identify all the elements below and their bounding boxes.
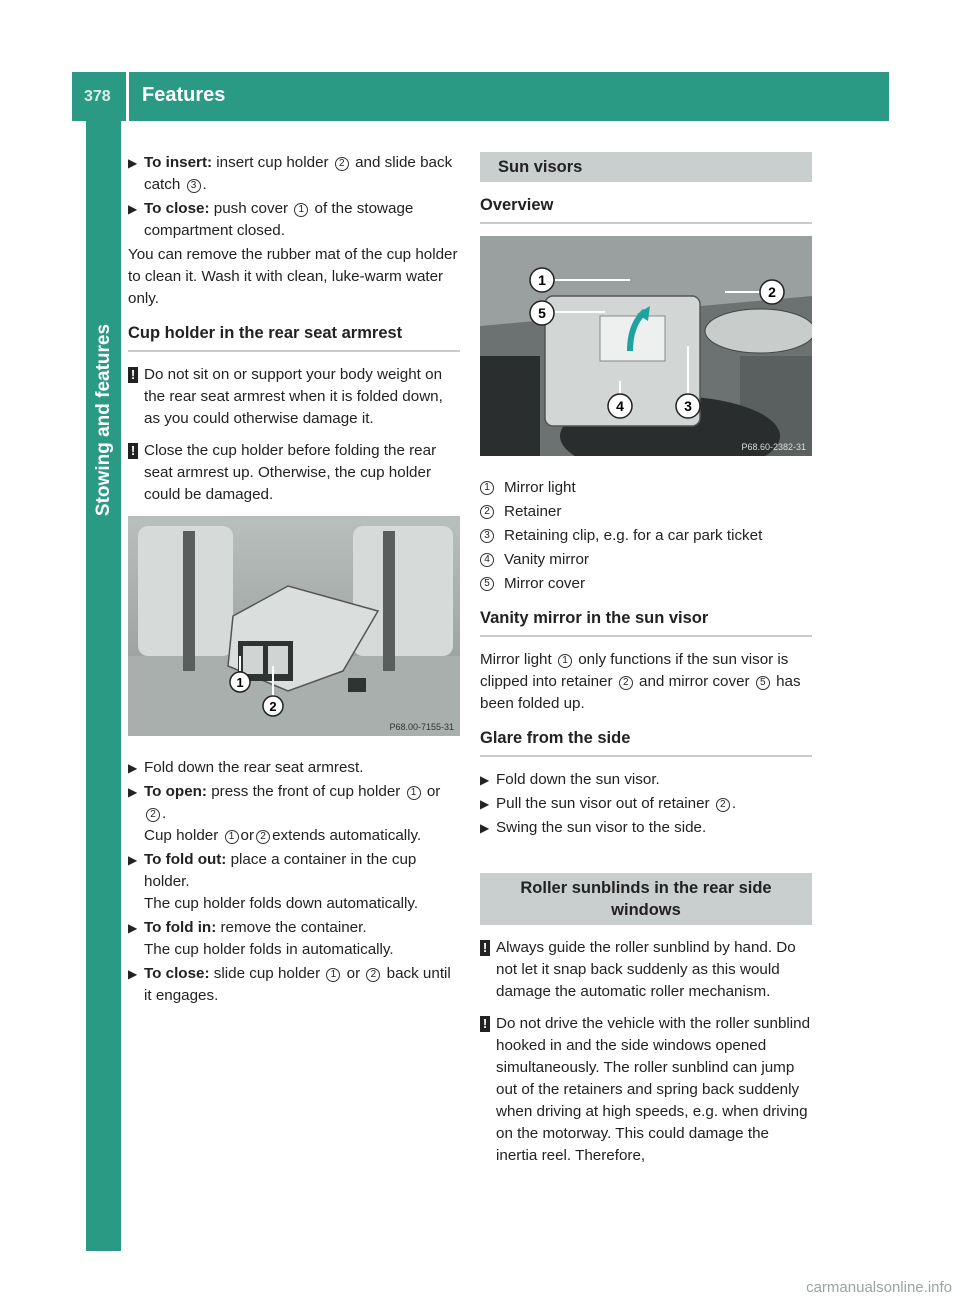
callout-1-icon: 1 [294,203,308,217]
svg-text:1: 1 [538,272,546,288]
left-column [128,152,460,1009]
glare-step: ▶ Fold down the sun visor. [480,769,812,791]
callout-3-icon: 3 [187,179,201,193]
side-tab [86,250,121,590]
step-arrow-icon: ▶ [128,853,138,867]
callout-5-icon: 5 [480,577,494,591]
warning-note: ! Do not drive the vehicle with the roller sunblind hooked in and the side windows opened simultaneously. The roller sunblind can jump out of the retainers and spring back suddenly when driving at high speeds, e.g. when driving on the motorway. This could damage the inertia reel. Therefore, [480,1013,812,1167]
step-insert: ▶ To insert: insert cup holder 2 and slide back catch 3 . [128,154,453,193]
svg-text:5: 5 [538,305,546,321]
callout-2-icon: 2 [716,798,730,812]
header-divider [126,72,129,121]
callout-4-icon: 4 [480,553,494,567]
sun-visor-illustration [480,236,812,456]
legend-item: 3 Retaining clip, e.g. for a car park ticket [480,525,812,547]
step-arrow-icon: ▶ [128,785,138,799]
svg-text:2: 2 [768,284,776,300]
legend-item: 5 Mirror cover [480,573,812,595]
legend-item: 2 Retainer [480,501,812,523]
page-number: 378 [84,88,111,105]
step-arrow-icon: ▶ [128,156,138,170]
callout-2-icon: 2 [146,808,160,822]
step-arrow-icon: ▶ [128,202,138,216]
step-fold-out: ▶ To fold out: place a container in the cup holder. The cup holder folds down automatically. [128,851,419,912]
warning-icon: ! [480,1016,490,1032]
warning-note: ! Close the cup holder before folding the rear seat armrest up. Otherwise, the cup holder could be damaged. [128,440,460,506]
right-column [480,152,812,1177]
step-arrow-icon: ▶ [480,797,490,811]
side-tab-label: Stowing and features [92,323,114,517]
step-arrow-icon: ▶ [480,773,490,787]
step-fold-down: ▶ Fold down the rear seat armrest. [128,757,460,779]
svg-text:4: 4 [616,398,624,414]
callout-1-icon: 1 [480,481,494,495]
glare-step: ▶ Swing the sun visor to the side. [480,817,812,839]
warning-note: ! Do not sit on or support your body weight on the rear seat armrest when it is folded down, as you could otherwise damage it. [128,364,460,430]
photo-code: P68.00-7155-31 [389,722,454,732]
sun-visor-photo [480,236,812,463]
watermark: carmanualsonline.info [806,1279,952,1296]
svg-text:2: 2 [269,699,277,714]
vanity-mirror-heading: Vanity mirror in the sun visor [480,607,812,637]
callout-1-icon: 1 [225,830,239,844]
photo-code: P68.60-2382-31 [741,442,806,452]
roller-sunblinds-title: Roller sunblinds in the rear side windows [480,873,812,925]
callout-2-icon: 2 [619,676,633,690]
callout-2-icon: 2 [256,830,270,844]
step-arrow-icon: ▶ [480,821,490,835]
legend-list [480,477,812,595]
warning-icon: ! [128,443,138,459]
step-fold-in: ▶ To fold in: remove the container. The cup holder folds in automatically. [128,919,394,958]
armrest-illustration [128,516,460,736]
step-close: ▶ To close: push cover 1 of the stowage compartment closed. [128,200,414,239]
step-arrow-icon: ▶ [128,761,138,775]
glare-step: ▶ Pull the sun visor out of retainer 2 . [480,793,812,815]
callout-1-icon: 1 [558,654,572,668]
sun-visors-title: Sun visors [480,152,812,182]
callout-2-icon: 2 [366,968,380,982]
callout-3-icon: 3 [480,529,494,543]
legend-item: 4 Vanity mirror [480,549,812,571]
section-title: Features [142,84,226,106]
callout-5-icon: 5 [756,676,770,690]
svg-text:3: 3 [684,398,692,414]
step-close-cup-holder: ▶ To close: slide cup holder 1 or 2 back until it engages. [128,965,451,1004]
callout-2-icon: 2 [480,505,494,519]
callout-1-icon: 1 [326,968,340,982]
warning-icon: ! [480,940,490,956]
rear-armrest-heading: Cup holder in the rear seat armrest [128,322,460,352]
callout-2-icon: 2 [335,157,349,171]
glare-heading: Glare from the side [480,727,812,757]
overview-heading: Overview [480,194,812,224]
step-open: ▶ To open: press the front of cup holder 1 or 2 . Cup holder 1 or 2 extends automatically. [128,783,441,844]
vanity-mirror-paragraph: Mirror light 1 only functions if the sun visor is clipped into retainer 2 and mirror cover 5 has been folded up. [480,651,801,712]
svg-text:1: 1 [236,675,244,690]
callout-1-icon: 1 [407,786,421,800]
warning-icon: ! [128,367,138,383]
step-arrow-icon: ▶ [128,921,138,935]
cleaning-paragraph: You can remove the rubber mat of the cup holder to clean it. Wash it with clean, luke-warm water only. [128,246,458,307]
armrest-photo [128,516,460,743]
legend-item: 1 Mirror light [480,477,812,499]
warning-note: ! Always guide the roller sunblind by hand. Do not let it snap back suddenly as this would damage the automatic roller mechanism. [480,937,812,1003]
page-header [72,72,889,121]
step-arrow-icon: ▶ [128,967,138,981]
